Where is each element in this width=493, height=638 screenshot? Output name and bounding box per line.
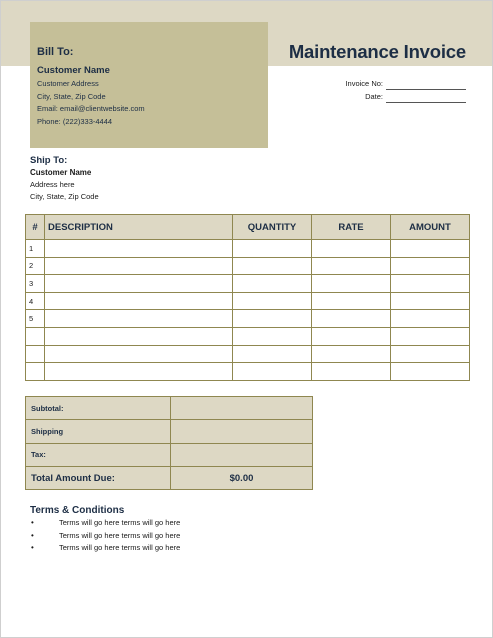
quantity-cell[interactable] <box>233 310 312 328</box>
row-number: 4 <box>26 292 45 310</box>
description-cell[interactable] <box>45 327 233 345</box>
invoice-title: Maintenance Invoice <box>288 41 466 62</box>
row-number <box>26 363 45 381</box>
table-row <box>26 292 470 310</box>
description-cell[interactable] <box>45 310 233 328</box>
amount-cell[interactable] <box>391 327 470 345</box>
date-line[interactable] <box>386 102 466 103</box>
table-row <box>26 257 470 275</box>
row-number: 2 <box>26 257 45 275</box>
amount-cell[interactable] <box>391 275 470 293</box>
table-row <box>26 310 470 328</box>
amount-cell[interactable] <box>391 257 470 275</box>
terms-item: • Terms will go here terms will go here <box>30 531 180 544</box>
rate-cell[interactable] <box>312 310 391 328</box>
bill-to-box <box>30 22 268 148</box>
total-label: Total Amount Due: <box>26 467 171 490</box>
amount-cell[interactable] <box>391 292 470 310</box>
rate-cell[interactable] <box>312 292 391 310</box>
header-quantity: QUANTITY <box>233 215 312 240</box>
description-cell[interactable] <box>45 345 233 363</box>
shipping-label: Shipping <box>26 420 171 443</box>
ship-to-address: Address here <box>30 180 75 189</box>
ship-to-city: City, State, Zip Code <box>30 192 99 201</box>
rate-cell[interactable] <box>312 363 391 381</box>
subtotal-label: Subtotal: <box>26 397 171 420</box>
amount-cell[interactable] <box>391 240 470 258</box>
amount-cell[interactable] <box>391 363 470 381</box>
subtotal-value[interactable] <box>171 397 313 420</box>
bill-to-address: Customer Address <box>37 79 99 88</box>
bill-to-city: City, State, Zip Code <box>37 92 106 101</box>
header-description: DESCRIPTION <box>45 215 233 240</box>
terms-item: • Terms will go here terms will go here <box>30 543 180 556</box>
bill-to-heading: Bill To: <box>37 46 74 58</box>
header-rate: RATE <box>312 215 391 240</box>
header-amount: AMOUNT <box>391 215 470 240</box>
terms-item: • Terms will go here terms will go here <box>30 518 180 531</box>
ship-to-name: Customer Name <box>30 168 92 177</box>
bill-to-phone: Phone: (222)333-4444 <box>37 117 113 126</box>
quantity-cell[interactable] <box>233 275 312 293</box>
invoice-number-label: Invoice No: <box>345 79 383 88</box>
row-number: 5 <box>26 310 45 328</box>
quantity-cell[interactable] <box>233 292 312 310</box>
description-cell[interactable] <box>45 275 233 293</box>
bill-to-email: Email: email@clientwebsite.com <box>37 104 145 113</box>
quantity-cell[interactable] <box>233 257 312 275</box>
items-header-row <box>26 215 470 240</box>
table-row <box>26 240 470 258</box>
quantity-cell[interactable] <box>233 327 312 345</box>
rate-cell[interactable] <box>312 240 391 258</box>
description-cell[interactable] <box>45 363 233 381</box>
quantity-cell[interactable] <box>233 363 312 381</box>
items-table <box>25 214 470 381</box>
table-row <box>26 275 470 293</box>
ship-to-heading: Ship To: <box>30 155 68 166</box>
table-row <box>26 363 470 381</box>
description-cell[interactable] <box>45 240 233 258</box>
amount-cell[interactable] <box>391 310 470 328</box>
terms-list <box>30 518 180 556</box>
table-row <box>26 345 470 363</box>
terms-heading: Terms & Conditions <box>30 505 125 516</box>
row-number <box>26 327 45 345</box>
row-number: 1 <box>26 240 45 258</box>
row-number <box>26 345 45 363</box>
rate-cell[interactable] <box>312 345 391 363</box>
summary-table <box>25 396 313 490</box>
invoice-number-line[interactable] <box>386 89 466 90</box>
shipping-row <box>26 420 313 443</box>
tax-row <box>26 443 313 466</box>
row-number: 3 <box>26 275 45 293</box>
description-cell[interactable] <box>45 292 233 310</box>
rate-cell[interactable] <box>312 275 391 293</box>
shipping-value[interactable] <box>171 420 313 443</box>
total-row <box>26 467 313 490</box>
rate-cell[interactable] <box>312 257 391 275</box>
quantity-cell[interactable] <box>233 240 312 258</box>
amount-cell[interactable] <box>391 345 470 363</box>
invoice-number-field[interactable] <box>291 79 466 90</box>
header-number: # <box>26 215 45 240</box>
quantity-cell[interactable] <box>233 345 312 363</box>
date-label: Date: <box>365 92 383 101</box>
tax-label: Tax: <box>26 443 171 466</box>
table-row <box>26 327 470 345</box>
date-field[interactable] <box>291 92 466 103</box>
description-cell[interactable] <box>45 257 233 275</box>
bill-to-name: Customer Name <box>37 65 110 76</box>
tax-value[interactable] <box>171 443 313 466</box>
total-value: $0.00 <box>171 467 313 490</box>
rate-cell[interactable] <box>312 327 391 345</box>
subtotal-row <box>26 397 313 420</box>
